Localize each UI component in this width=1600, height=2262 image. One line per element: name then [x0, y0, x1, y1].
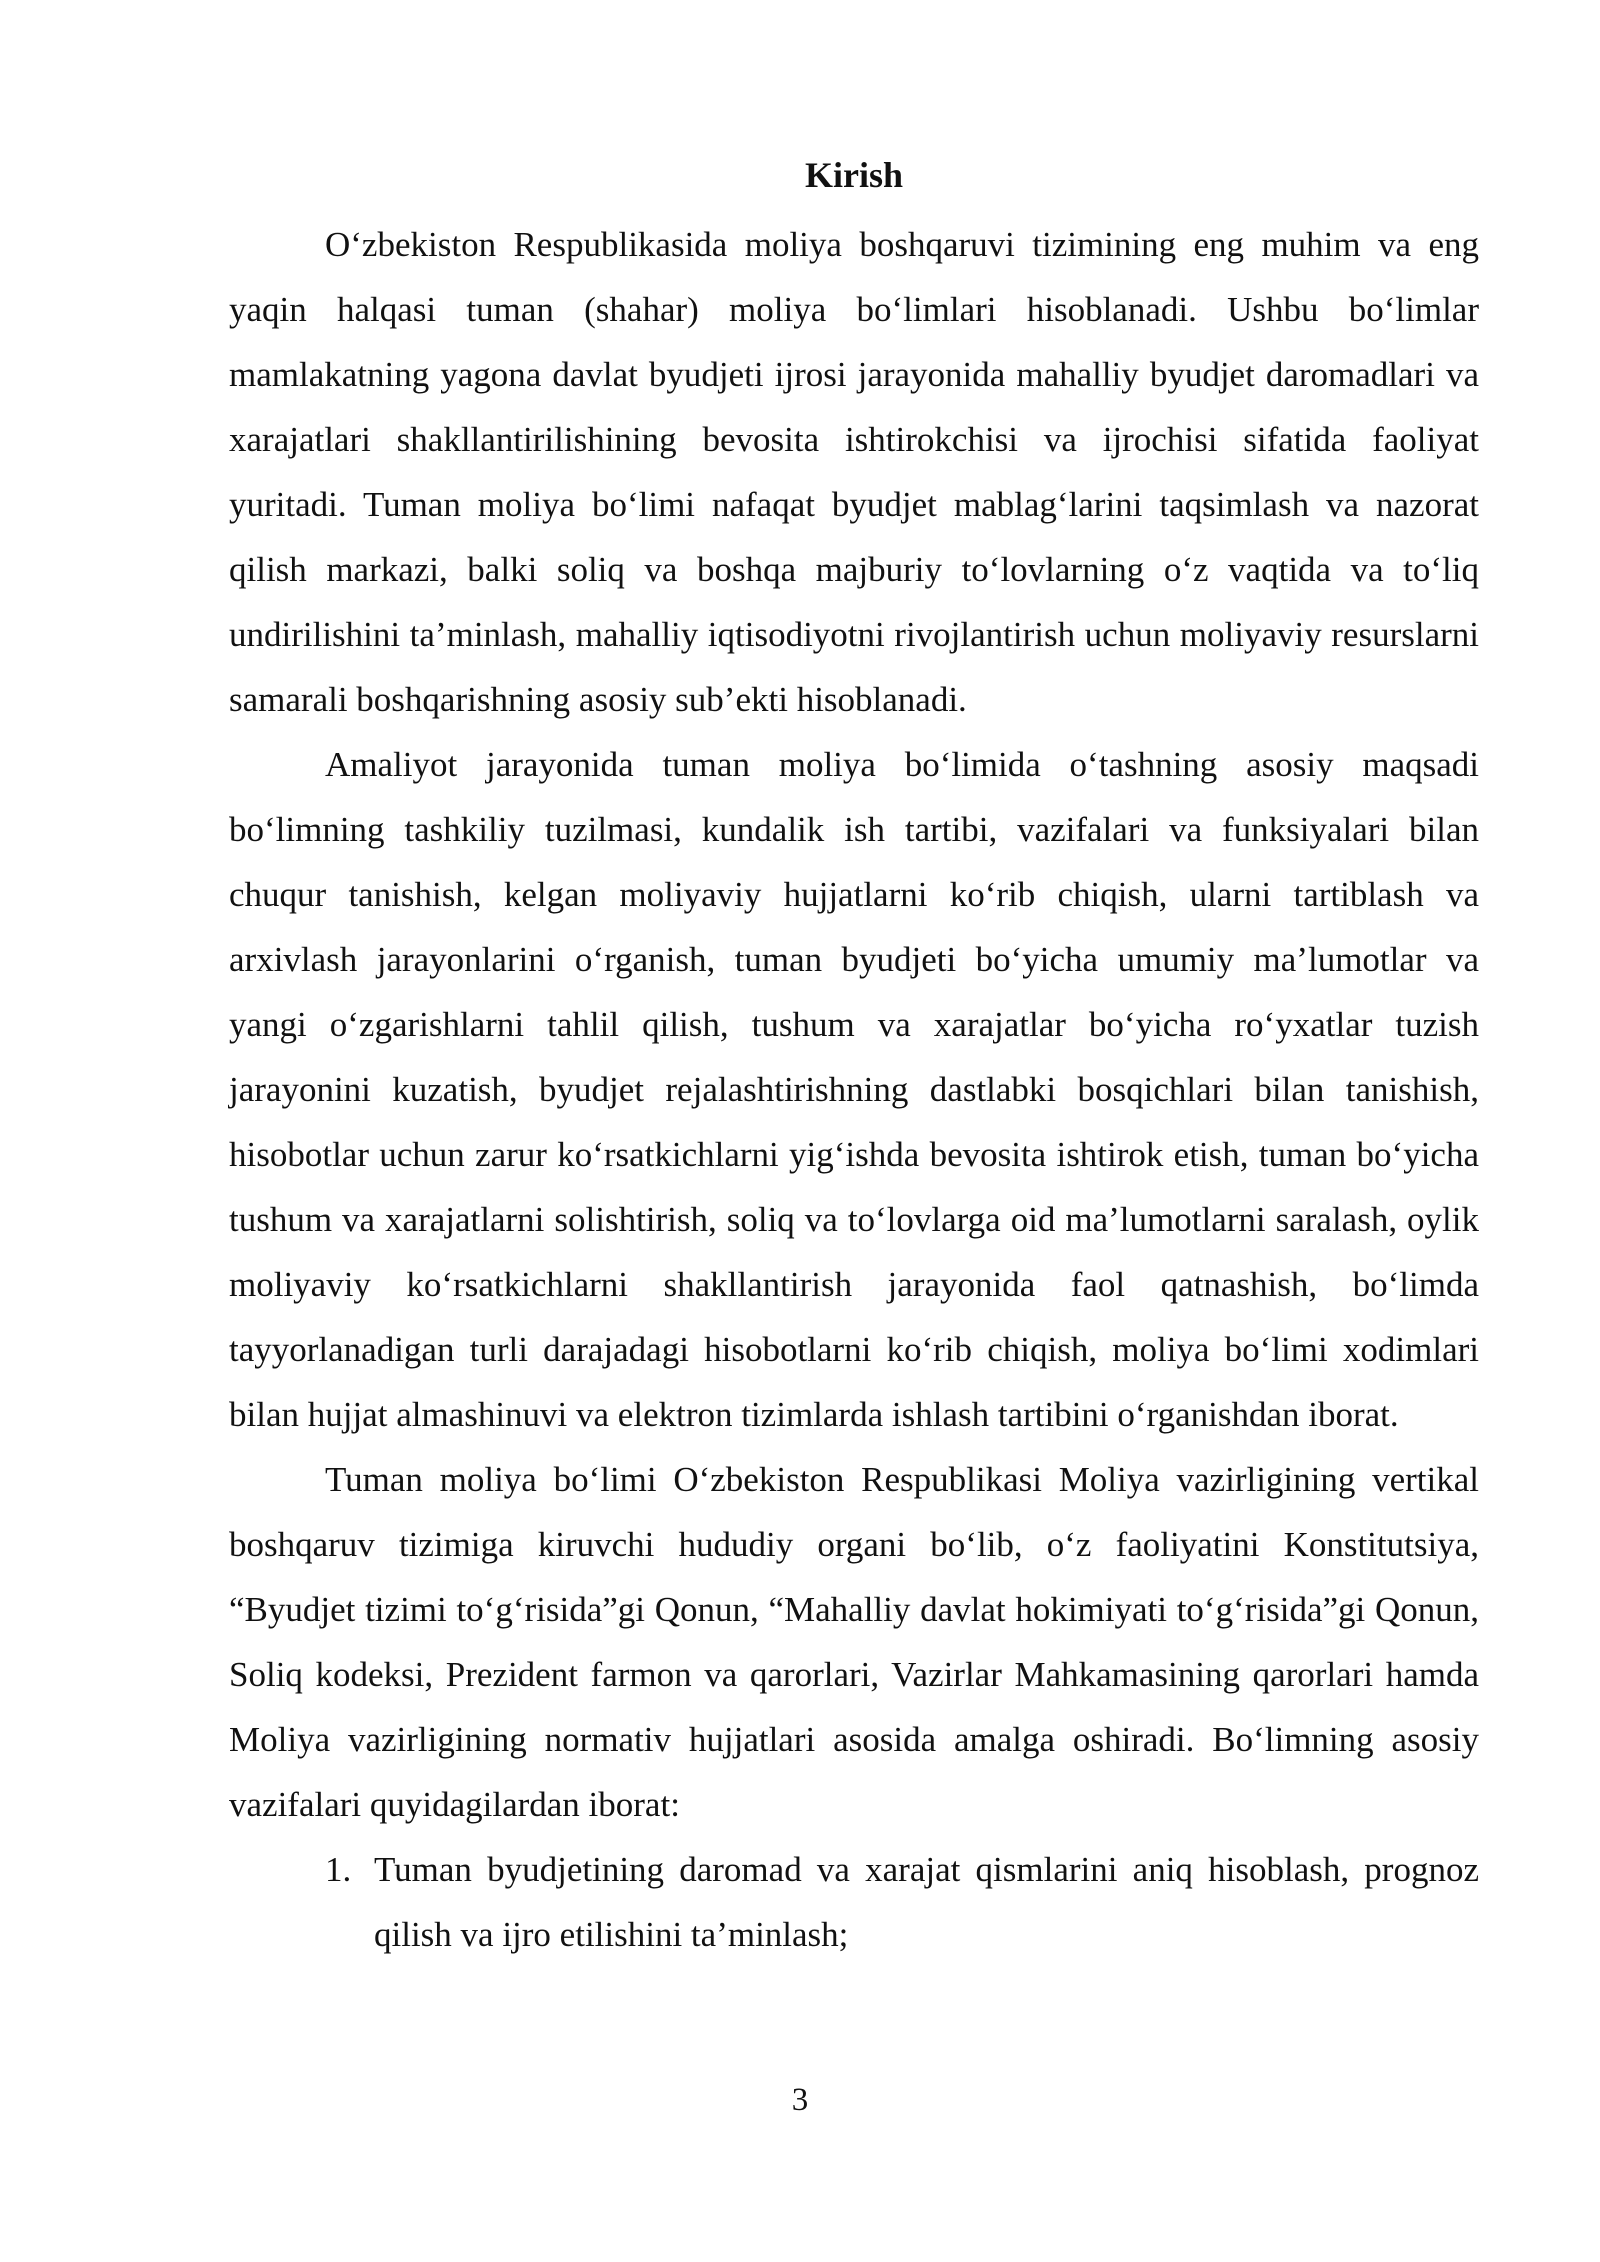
body-paragraph: O‘zbekiston Respublikasida moliya boshqaruvi tizimining eng muhim va eng yaqin halqasi tuman (shahar) moliya bo‘limlari hisoblanadi. Ushbu bo‘limlar mamlakatning yagona davlat byudjeti ijrosi jarayonida mahalliy byudjet daromadlari va xarajatlari shakllantirilishining bevosita ishtirokchisi va ijrochisi sifatida faoliyat yuritadi. Tuman moliya bo‘limi nafaqat byudjet mablag‘larini taqsimlash va nazorat qilish markazi, balki soliq va boshqa majburiy to‘lovlarning o‘z vaqtida va to‘liq undirilishini ta’minlash, mahalliy iqtisodiyotni rivojlantirish uchun moliyaviy resurslarni samarali boshqarishning asosiy sub’ekti hisoblanadi.: [229, 225, 1479, 719]
body-paragraph: Tuman moliya bo‘limi O‘zbekiston Respublikasi Moliya vazirligining vertikal boshqaruv tizimiga kiruvchi hududiy organi bo‘lib, o‘z faoliyatini Konstitutsiya, “Byudjet tizimi to‘g‘risida”gi Qonun, “Mahalliy davlat hokimiyati to‘g‘risida”gi Qonun, Soliq kodeksi, Prezident farmon va qarorlari, Vazirlar Mahkamasining qarorlari hamda Moliya vazirligining normativ hujjatlari asosida amalga oshiradi. Bo‘limning asosiy vazifalari quyidagilardan iborat:: [229, 1460, 1479, 1824]
body-paragraph: Amaliyot jarayonida tuman moliya bo‘limida o‘tashning asosiy maqsadi bo‘limning tashkiliy tuzilmasi, kundalik ish tartibi, vazifalari va funksiyalari bilan chuqur tanishish, kelgan moliyaviy hujjatlarni ko‘rib chiqish, ularni tartiblash va arxivlash jarayonlarini o‘rganish, tuman byudjeti bo‘yicha umumiy ma’lumotlar va yangi o‘zgarishlarni tahlil qilish, tushum va xarajatlar bo‘yicha ro‘yxatlar tuzish jarayonini kuzatish, byudjet rejalashtirishning dastlabki bosqichlari bilan tanishish, hisobotlar uchun zarur ko‘rsatkichlarni yig‘ishda bevosita ishtirok etish, tuman bo‘yicha tushum va xarajatlarni solishtirish, soliq va to‘lovlarga oid ma’lumotlarni saralash, oylik moliyaviy ko‘rsatkichlarni shakllantirish jarayonida faol qatnashish, bo‘limda tayyorlanadigan turli darajadagi hisobotlarni ko‘rib chiqish, moliya bo‘limi xodimlari bilan hujjat almashinuvi va elektron tizimlarda ishlash tartibini o‘rganishdan iborat.: [229, 745, 1479, 1434]
list-item-text: Tuman byudjetining daromad va xarajat qismlarini aniq hisoblash, prognoz qilish va ijro etilishini ta’minlash;: [374, 1850, 1479, 1954]
page-number: 3: [791, 2082, 809, 2118]
list-item: [229, 1837, 1479, 1967]
list-item-number: 1.: [325, 1850, 352, 1889]
duties-list: [229, 1837, 1479, 1967]
document-title: Kirish: [804, 155, 903, 195]
document-page: [229, 148, 1479, 1967]
